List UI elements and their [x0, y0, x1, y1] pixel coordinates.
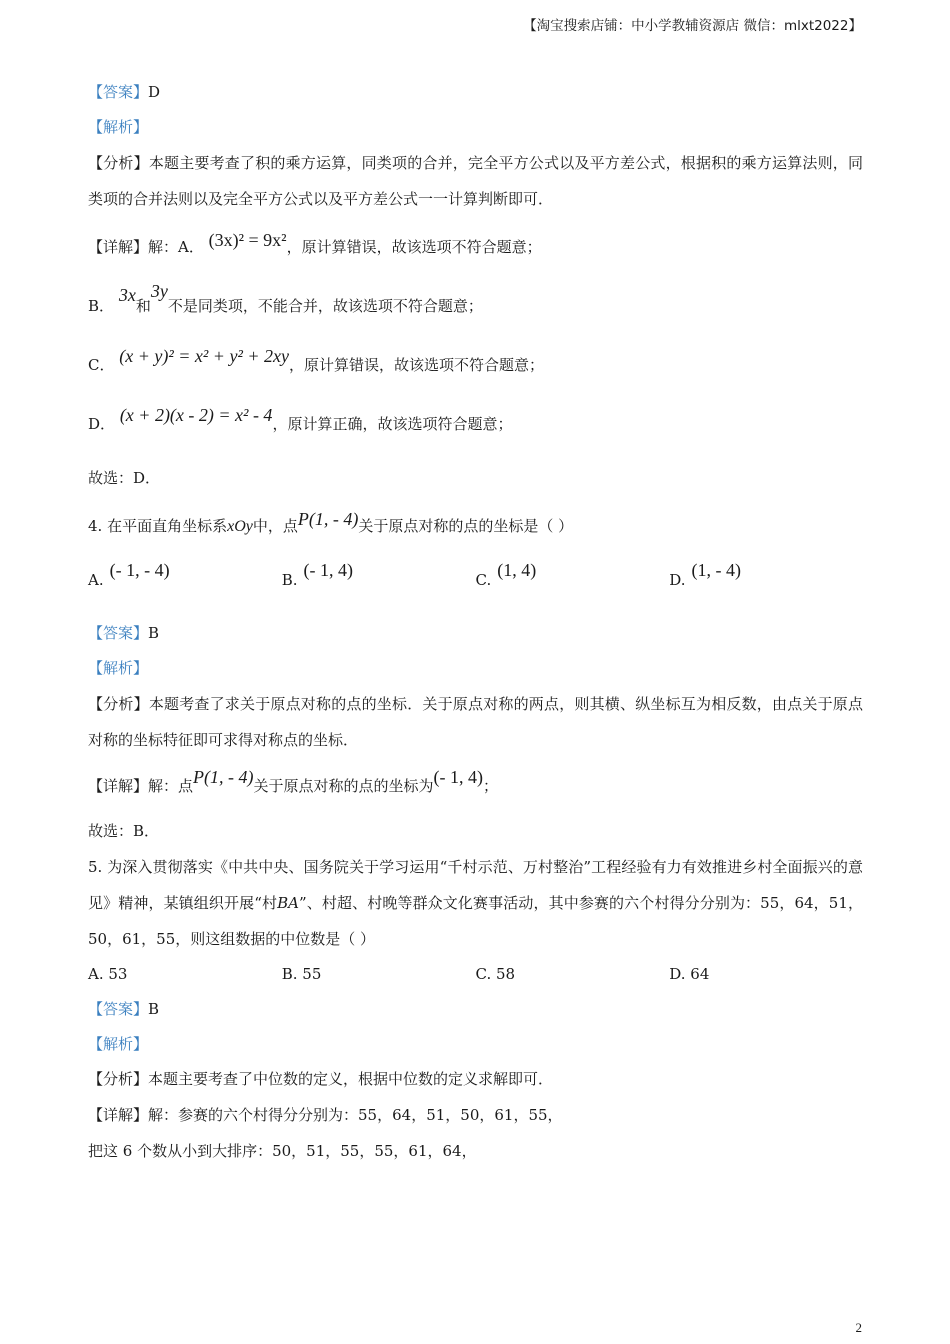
fenxi-text: 本题考查了求关于原点对称的点的坐标．关于原点对称的两点，则其横、纵坐标互为相反数，由点关于原点对称的坐标特征即可求得对称点的坐标．	[88, 695, 863, 749]
fenxi-text: 本题主要考查了中位数的定义，根据中位数的定义求解即可．	[148, 1070, 554, 1088]
q4-stem-end: 关于原点对称的点的坐标是（ ）	[358, 517, 574, 535]
q4-answer	[88, 620, 863, 646]
page-header: 【淘宝搜索店铺：中小学教辅资源店 微信：mlxt2022】	[523, 18, 862, 34]
q4-detail	[88, 764, 863, 807]
option-value: (1, - 4)	[691, 560, 741, 580]
fenxi-tag: 【分析】	[88, 695, 149, 713]
answer-value: D	[148, 83, 161, 101]
q5-stem-end: ”、村超、村晚等群众文化赛事活动，其中参赛的六个村得分分别为：55，64，51，50，61，55，则这组数据的中位数是（ ）	[88, 894, 863, 948]
q5-detail	[88, 1097, 863, 1133]
q4-option-d	[669, 560, 863, 600]
q3-conclusion: 故选：D．	[88, 469, 161, 487]
option-b-label: B．	[88, 297, 115, 315]
q4-option-c	[476, 560, 670, 600]
q5-option-a: A. 53	[88, 965, 128, 983]
q3-detail-a	[88, 226, 863, 267]
q3-detail-d	[88, 403, 863, 444]
analysis-tag: 【解析】	[88, 659, 149, 677]
option-d-label: D．	[88, 415, 116, 433]
answer-tag: 【答案】	[88, 1000, 149, 1018]
formula-d: (x + 2)(x - 2) = x² - 4	[119, 405, 273, 425]
option-label: C.	[475, 571, 492, 589]
detail-tag: 【详解】	[88, 1106, 149, 1124]
page-content	[88, 78, 863, 1169]
answer-tag: 【答案】	[88, 83, 149, 101]
formula-a: (3x)² = 9x²	[208, 230, 287, 250]
point-p: P(1, - 4)	[297, 509, 359, 529]
q4-conclusion: 故选：B．	[88, 822, 160, 840]
point-p: P(1, - 4)	[193, 767, 254, 787]
formula-b-comment: 不是同类项，不能合并，故该选项不符合题意；	[167, 297, 483, 315]
page-number: 2	[855, 1320, 862, 1335]
answer-value: B	[148, 1000, 160, 1018]
q5-answer	[88, 991, 863, 1027]
analysis-tag: 【解析】	[88, 1035, 149, 1053]
ba-term: BA	[277, 894, 299, 912]
q4-fenxi	[88, 686, 863, 758]
term-3y: 3y	[150, 281, 168, 301]
option-label: B.	[281, 571, 298, 589]
q4-stem-mid: 中，点	[252, 517, 298, 535]
q4-stem-start: 4. 在平面直角坐标系	[88, 517, 228, 535]
fenxi-text: 本题主要考查了积的乘方运算，同类项的合并，完全平方公式以及平方差公式，根据积的乘方运算法则，同类项的合并法则以及完全平方公式以及平方差公式一一计算判断即可．	[88, 154, 863, 208]
q5-option-c: C. 58	[475, 965, 516, 983]
q5-stem	[88, 849, 863, 957]
answer-tag: 【答案】	[88, 624, 149, 642]
q4-option-b	[282, 560, 476, 600]
q3-fenxi	[88, 145, 863, 217]
formula-d-comment: ，原计算正确，故该选项符合题意；	[272, 415, 513, 433]
q3-answer	[88, 79, 863, 105]
detail-text: 解：参赛的六个村得分分别为：55，64，51，50，61，55，	[148, 1106, 563, 1124]
q4-options	[88, 560, 863, 600]
q5-fenxi	[88, 1061, 863, 1097]
detail-prefix: 解：点	[148, 777, 194, 795]
coordinate-system-name: xOy	[227, 518, 253, 535]
answer-value: B	[148, 624, 160, 642]
option-c-label: C．	[88, 356, 115, 374]
fenxi-tag: 【分析】	[88, 154, 149, 172]
q5-analysis-tag	[88, 1027, 863, 1061]
q4-option-a	[88, 560, 282, 600]
q4-analysis-tag	[88, 655, 863, 681]
formula-c-comment: ，原计算错误，故该选项不符合题意；	[288, 356, 544, 374]
option-label: A.	[88, 571, 104, 589]
formula-a-comment: ，原计算错误，故该选项不符合题意；	[286, 238, 542, 256]
option-value: (1, 4)	[497, 560, 537, 580]
q3-analysis-tag	[88, 114, 863, 140]
q4-stem	[88, 504, 863, 548]
q5-stem-start: 5. 为深入贯彻落实《中共中央、国务院关于学习运用“千村示范、万村整治”工程经验有力有效推进乡村全面振兴的意见》精神，某镇组织开展“村	[88, 858, 863, 912]
analysis-tag: 【解析】	[88, 118, 149, 136]
q5-detail-2: 把这 6 个数从小到大排序：50，51，55，55，61，64，	[88, 1142, 477, 1160]
q5-option-b: B. 55	[281, 965, 322, 983]
symmetric-point: (- 1, 4)	[433, 767, 484, 787]
q5-options	[88, 957, 863, 991]
option-value: (- 1, - 4)	[109, 560, 170, 580]
detail-end: ；	[483, 777, 499, 795]
detail-mid: 关于原点对称的点的坐标为	[253, 777, 434, 795]
term-3x: 3x	[118, 285, 136, 305]
option-label: D.	[669, 571, 686, 589]
detail-prefix: 解：A．	[148, 238, 204, 256]
detail-tag: 【详解】	[88, 238, 149, 256]
q3-detail-c	[88, 344, 863, 385]
detail-tag: 【详解】	[88, 777, 149, 795]
fenxi-tag: 【分析】	[88, 1070, 149, 1088]
option-value: (- 1, 4)	[303, 560, 354, 580]
formula-c: (x + y)² = x² + y² + 2xy	[119, 346, 289, 366]
and-word: 和	[135, 297, 151, 315]
q3-detail-b	[88, 281, 863, 326]
q5-option-d: D. 64	[669, 965, 710, 983]
